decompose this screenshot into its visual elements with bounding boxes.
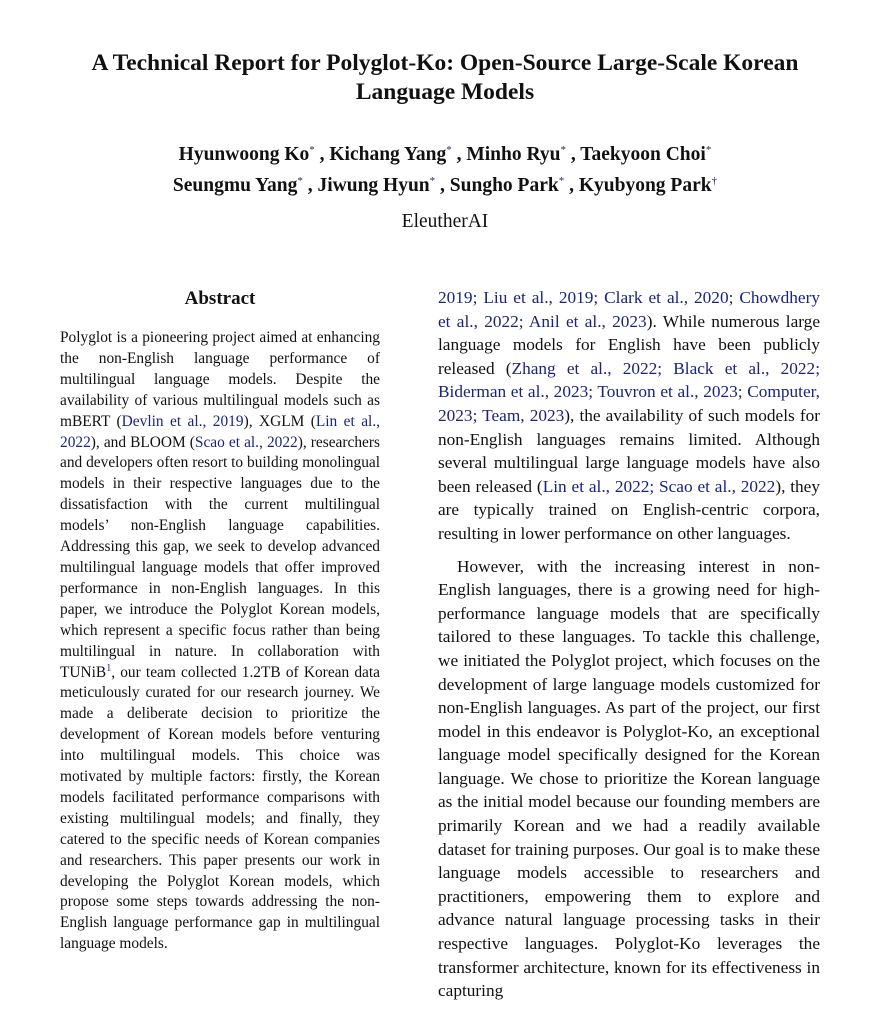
abstract-column <box>60 286 380 955</box>
citation-link[interactable]: Lin et al., 2022; Scao et al., 2022 <box>542 476 776 496</box>
author-affiliation-mark: * <box>446 144 452 156</box>
author-separator: , <box>302 175 318 196</box>
text-segment: Polyglot is a pioneering project aimed at enhancing the non-English language performance of multilingual language models. Despite the availability of various multilingual models such as mBERT ( <box>60 329 380 430</box>
author-name: Hyunwoong Ko* <box>178 144 315 165</box>
author-affiliation-mark: * <box>560 144 566 156</box>
text-segment: , our team collected 1.2TB of Korean data meticulously curated for our research journey. We made a deliberate decision to prioritize the development of Korean models before venturing into multilingual models. This choice was motivated by multiple factors: firstly, the Korean models facilitated performance comparisons with existing multilingual models; and finally, they catered to the specific needs of Korean companies and researchers. This paper presents our work in developing the Polyglot Korean models, which propose some steps towards addressing the non-English language performance gap in multilingual language models. <box>60 663 380 953</box>
citation-link[interactable]: Scao et al., 2022 <box>194 433 298 451</box>
author-line-2 <box>20 168 870 199</box>
author-separator: , <box>564 175 579 196</box>
author-affiliation-mark: * <box>558 175 565 187</box>
author-name: Minho Ryu* <box>466 144 566 165</box>
author-name: Taekyoon Choi* <box>580 144 712 165</box>
author-name: Sungho Park* <box>449 175 565 196</box>
author-affiliation-mark: † <box>711 175 718 187</box>
text-segment: ), researchers and developers often resort to building monolingual models in their respective languages due to the dissatisfaction with the current multilingual models’ non-English language capabilities. Addressing this gap, we seek to develop advanced multilingual language models that offer improved performance in non-English languages. In this paper, we introduce the Polyglot Korean models, which represent a specific focus rather than being multilingual in nature. In collaboration with TUNiB <box>60 433 380 681</box>
citation-link[interactable]: Lin et al., 2022 <box>60 412 381 451</box>
author-affiliation-mark: * <box>297 175 303 187</box>
author-affiliation-mark: * <box>429 175 436 187</box>
text-segment: ), and BLOOM ( <box>90 433 195 451</box>
abstract-heading: Abstract <box>184 288 256 309</box>
author-name: Kichang Yang* <box>329 144 452 165</box>
author-list <box>20 137 870 199</box>
text-segment: ), the availability of such models for non-English languages remains limited. Although several multilingual large language models have also been released ( <box>438 405 820 496</box>
paper-title-line-2: Language Models <box>355 79 535 105</box>
paper-title-line-1: A Technical Report for Polyglot-Ko: Open-Source Large-Scale Korean <box>91 50 799 76</box>
text-segment: ). While numerous large language models for English have been publicly released ( <box>438 311 820 378</box>
author-separator: , <box>451 144 467 165</box>
paper-title <box>20 49 870 107</box>
introduction-column <box>438 286 820 1003</box>
author-separator: , <box>566 144 581 165</box>
author-affiliation-mark: * <box>309 144 315 156</box>
intro-paragraph-1 <box>438 286 820 546</box>
author-line-1 <box>20 137 870 168</box>
citation-link[interactable]: 2019; Liu et al., 2019; Clark et al., 2020; Chowdhery et al., 2022; Anil et al., 2023 <box>438 288 820 331</box>
citation-link[interactable]: Zhang et al., 2022; Black et al., 2022; Biderman et al., 2023; Touvron et al., 2023; Computer, 2023; Team, 2023 <box>438 358 820 425</box>
intro-paragraph-2: However, with the increasing interest in non-English languages, there is a growing need for high-performance language models that are specifically tailored to these languages. To tackle this challenge, we initiated the Polyglot project, which focuses on the development of large language models customized for non-English languages. As part of the project, our first model in this endeavor is Polyglot-Ko, an exceptional language model specifically designed for the Korean language. We chose to prioritize the Korean language as the initial model because our founding members are primarily Korean and we had a readily available dataset for training purposes. Our goal is to make these language models accessible to researchers and practitioners, empowering them to explore and advance natural language processing tasks in their respective languages. Polyglot-Ko leverages the transformer architecture, known for its effectiveness in capturing <box>438 556 820 1001</box>
affiliation: EleutherAI <box>401 211 489 232</box>
author-separator: , <box>314 144 330 165</box>
author-name: Seungmu Yang* <box>172 175 303 196</box>
author-name: Jiwung Hyun* <box>317 175 436 196</box>
author-name: Kyubyong Park† <box>578 175 718 196</box>
footnote-marker[interactable]: 1 <box>106 662 112 674</box>
text-segment: ), they are typically trained on English-centric corpora, resulting in lower performance on other languages. <box>438 476 820 543</box>
author-separator: , <box>435 175 450 196</box>
abstract-text <box>60 328 380 955</box>
author-affiliation-mark: * <box>705 144 712 156</box>
citation-link[interactable]: Devlin et al., 2019 <box>121 412 244 430</box>
text-segment: ), XGLM ( <box>243 412 316 430</box>
